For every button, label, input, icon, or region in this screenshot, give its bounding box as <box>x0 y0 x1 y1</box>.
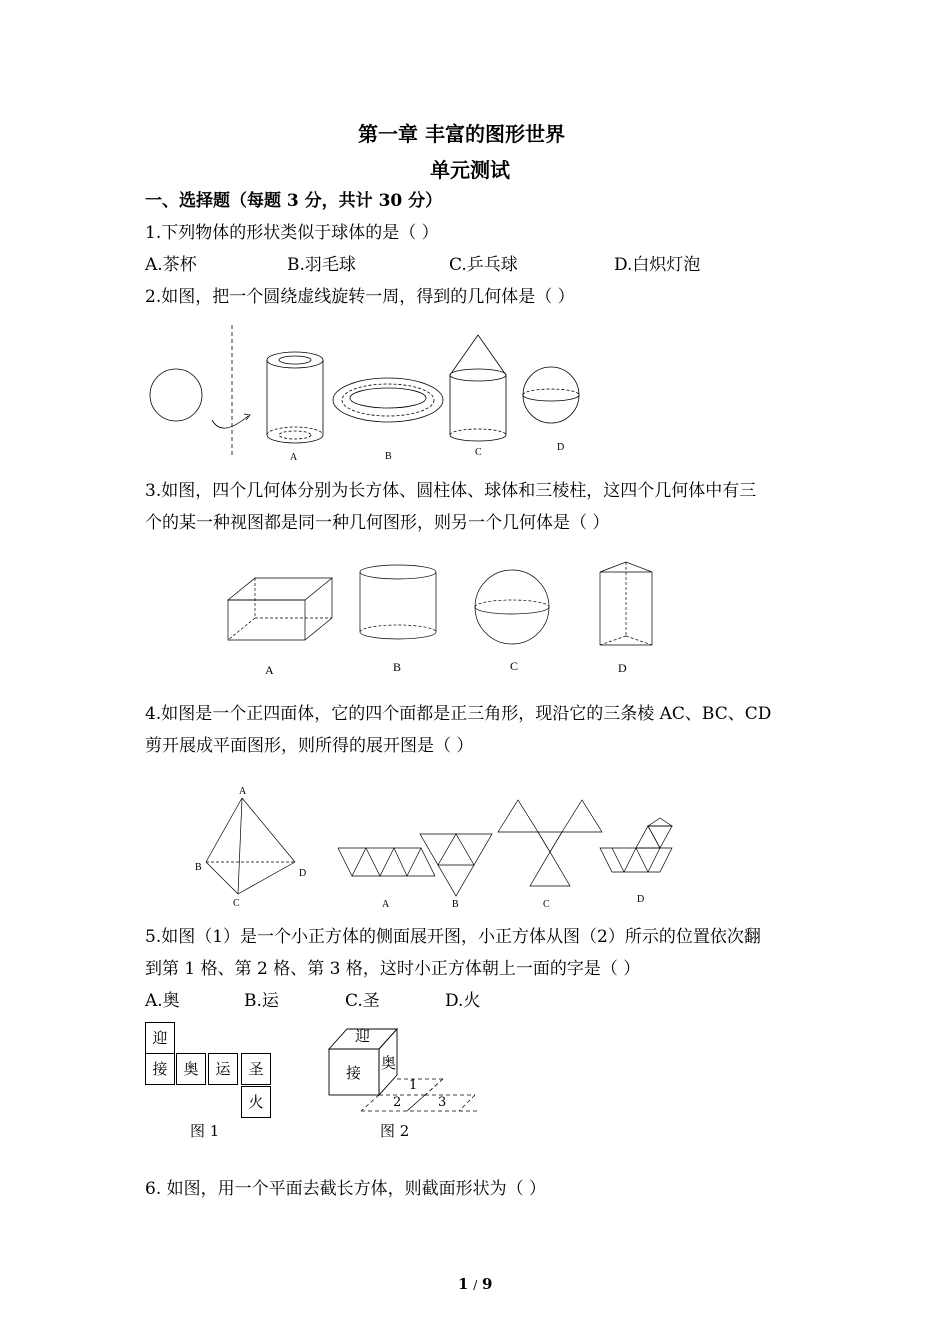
page-total: 9 <box>482 1275 493 1293</box>
q1-option-c: C.乒乓球 <box>449 255 518 275</box>
q2-circle <box>150 369 202 421</box>
fig2-caption: 图 2 <box>380 1122 410 1140</box>
q5-option-c: C.圣 <box>345 991 380 1011</box>
q3-label-a: A <box>265 663 274 677</box>
cube-side-char: 奥 <box>381 1054 397 1072</box>
net-cell-huo: 火 <box>241 1086 271 1118</box>
q4-label-d: D <box>637 894 645 905</box>
q5-option-b: B.运 <box>244 991 279 1011</box>
q4-vertex-b: B <box>195 862 202 873</box>
page-separator: / <box>473 1278 478 1292</box>
net-cell-jie: 接 <box>145 1053 175 1085</box>
q3-label-c: C <box>510 659 519 673</box>
q4-label-b: B <box>452 899 459 910</box>
q3-figure <box>220 550 670 680</box>
page-current: 1 <box>458 1275 469 1293</box>
q1-option-a: A.茶杯 <box>145 255 197 275</box>
page-subtitle: 单元测试 <box>430 158 510 182</box>
q5-option-d: D.火 <box>445 991 481 1011</box>
q2-label-b: B <box>385 451 392 462</box>
grid-number-3: 3 <box>438 1095 447 1110</box>
q3-line2: 个的某一种视图都是同一种几何图形，则另一个几何体是（ ） <box>145 513 610 533</box>
net-cell-sheng: 圣 <box>241 1053 271 1085</box>
page-title: 第一章 丰富的图形世界 <box>358 122 565 146</box>
q2-rotation-arrow <box>212 416 248 428</box>
q6-stem: 6. 如图，用一个平面去截长方体，则截面形状为（ ） <box>145 1179 547 1199</box>
q1-stem: 1.下列物体的形状类似于球体的是（ ） <box>145 223 439 243</box>
net-cell-yun: 运 <box>208 1053 238 1085</box>
q3-label-d: D <box>618 661 627 675</box>
section-heading: 一、选择题（每题 3 分，共计 30 分） <box>145 191 443 211</box>
q5-option-a: A.奥 <box>145 991 180 1011</box>
q4-vertex-c: C <box>233 898 240 909</box>
q5-line2: 到第 1 格、第 2 格、第 3 格，这时小正方体朝上一面的字是（ ） <box>145 959 641 979</box>
q4-line1: 4.如图是一个正四面体，它的四个面都是正三角形，现沿它的三条棱 AC、BC、CD <box>145 704 772 724</box>
q2-label-c: C <box>475 447 482 458</box>
fig1-caption: 图 1 <box>190 1122 220 1140</box>
q4-label-c: C <box>543 899 550 910</box>
net-cell-ying: 迎 <box>145 1022 175 1054</box>
grid-number-2: 2 <box>393 1095 402 1110</box>
q4-vertex-d: D <box>299 868 307 879</box>
page-number <box>458 1277 492 1292</box>
q2-stem: 2.如图，把一个圆绕虚线旋转一周，得到的几何体是（ ） <box>145 287 575 307</box>
q2-label-a: A <box>290 452 298 463</box>
q1-option-d: D.白炽灯泡 <box>614 255 701 275</box>
cube-top-char: 迎 <box>355 1027 371 1045</box>
q1-option-b: B.羽毛球 <box>287 255 356 275</box>
cube-front-char: 接 <box>346 1064 362 1082</box>
q4-vertex-a: A <box>239 786 247 797</box>
q4-figure <box>190 782 690 912</box>
q3-line1: 3.如图，四个几何体分别为长方体、圆柱体、球体和三棱柱，这四个几何体中有三 <box>145 481 757 501</box>
q2-figure <box>140 320 600 465</box>
q5-line1: 5.如图（1）是一个小正方体的侧面展开图，小正方体从图（2）所示的位置依次翻 <box>145 927 761 947</box>
grid-number-1: 1 <box>409 1078 418 1093</box>
q2-label-d: D <box>557 442 565 453</box>
net-cell-ao: 奥 <box>176 1053 206 1085</box>
q4-label-a: A <box>382 899 390 910</box>
q3-label-b: B <box>393 660 402 674</box>
q4-line2: 剪开展成平面图形，则所得的展开图是（ ） <box>145 736 474 756</box>
